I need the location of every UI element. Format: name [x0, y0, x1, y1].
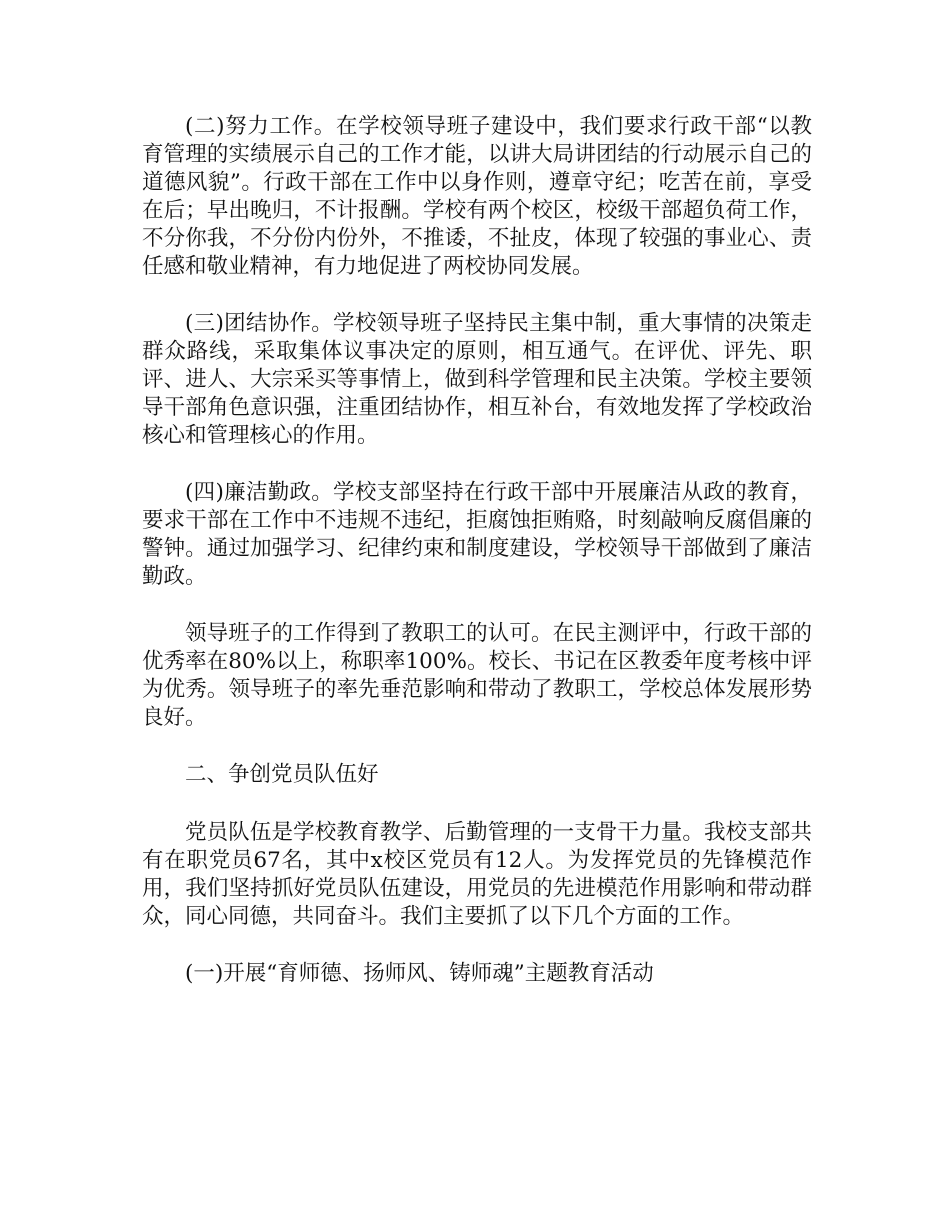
section-heading-party-members: 二、争创党员队伍好: [185, 762, 379, 787]
paragraph-hard-work: (二)努力工作。在学校领导班子建设中，我们要求行政干部“以教育管理的实绩展示自己的工作才能，以讲大局讲团结的行动展示自己的道德风貌”。行政干部在工作中以身作则，遵章守纪；吃苦在前，享受在后；早出晚归，不计报酬。学校有两个校区，校级干部超负荷工作，不分你我，不分份内份外，不推诿，不扯皮，体现了较强的事业心、责任感和敬业精神，有力地促进了两校协同发展。: [142, 114, 812, 279]
paragraph-theme-education: (一)开展“育师德、扬师风、铸师魂”主题教育活动: [185, 961, 654, 986]
paragraph-party-team: 党员队伍是学校教育教学、后勤管理的一支骨干力量。我校支部共有在职党员67名，其中x校区党员有12人。为发挥党员的先锋模范作用，我们坚持抓好党员队伍建设，用党员的先进模范作用影响和带动群众，同心同德，共同奋斗。我们主要抓了以下几个方面的工作。: [142, 820, 812, 929]
paragraph-clean-governance: (四)廉洁勤政。学校支部坚持在行政干部中开展廉洁从政的教育，要求干部在工作中不违规不违纪，拒腐蚀拒贿赂，时刻敲响反腐倡廉的警钟。通过加强学习、纪律约束和制度建设，学校领导干部做到了廉洁勤政。: [142, 480, 812, 589]
document-body: [142, 113, 812, 1017]
paragraph-staff-recognition: 领导班子的工作得到了教职工的认可。在民主测评中，行政干部的优秀率在80%以上，称职率100%。校长、书记在区教委年度考核中评为优秀。领导班子的率先垂范影响和带动了教职工，学校总体发展形势良好。: [142, 621, 812, 730]
paragraph-unity-cooperation: (三)团结协作。学校领导班子坚持民主集中制，重大事情的决策走群众路线，采取集体议事决定的原则，相互通气。在评优、评先、职评、进人、大宗采买等事情上，做到科学管理和民主决策。学校主要领导干部角色意识强，注重团结协作，相互补台，有效地发挥了学校政治核心和管理核心的作用。: [142, 311, 812, 448]
